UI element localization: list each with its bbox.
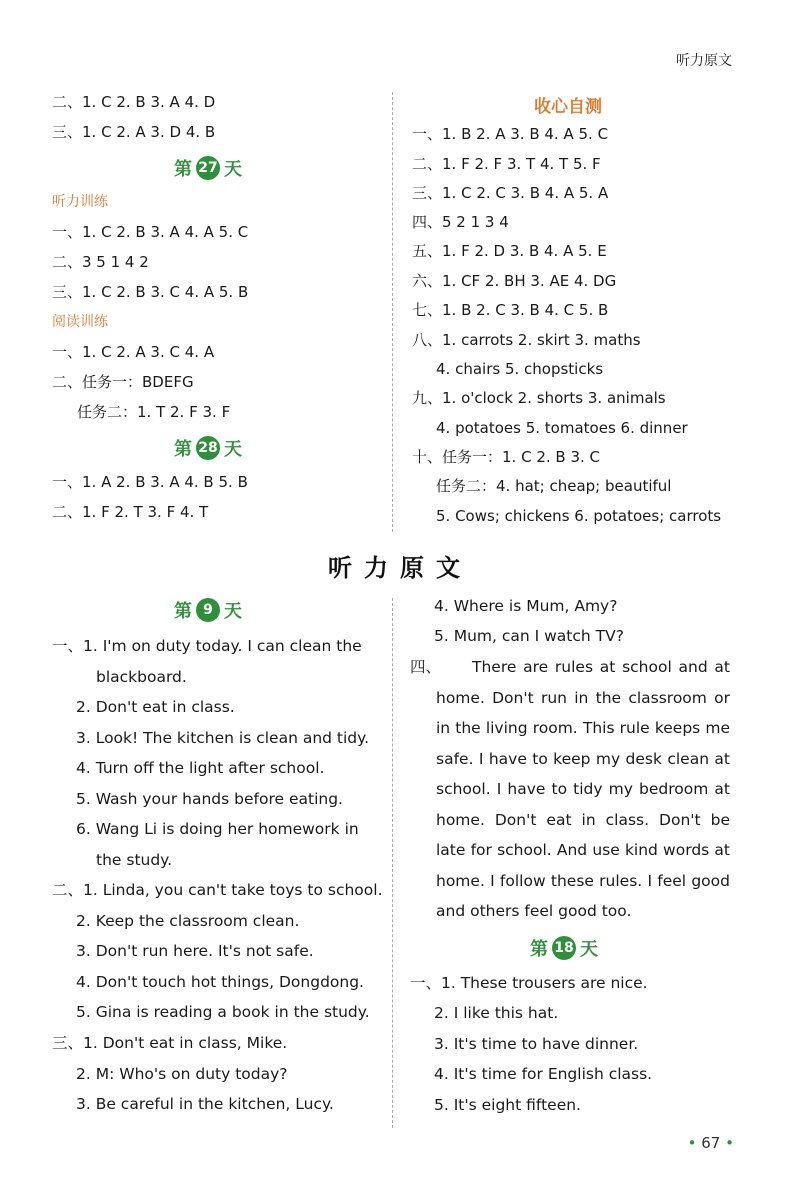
day-number-badge: 9	[196, 598, 220, 622]
answer-line: 二、1. F 2. F 3. T 4. T 5. F	[412, 155, 601, 173]
answer-line: 四、5 2 1 3 4	[412, 213, 509, 231]
answer-line: 三、1. C 2. A 3. D 4. B	[52, 123, 216, 141]
transcript-line: 二、1. Linda, you can't take toys to school.	[52, 881, 383, 899]
answer-line: 二、3 5 1 4 2	[52, 253, 149, 271]
transcript-line: 2. Don't eat in class.	[76, 698, 235, 716]
transcript-line: 6. Wang Li is doing her homework in	[76, 820, 359, 838]
day-heading-18: 第 18 天	[530, 935, 598, 961]
transcript-line: 4. Where is Mum, Amy?	[434, 597, 618, 615]
column-divider	[392, 598, 393, 1128]
section-heading-listening: 听力训练	[52, 194, 108, 210]
transcript-line: 4. Turn off the light after school.	[76, 759, 325, 777]
answer-line: 任务二：4. hat; cheap; beautiful	[436, 477, 672, 495]
answer-line: 七、1. B 2. C 3. B 4. C 5. B	[412, 301, 609, 319]
answer-line: 4. potatoes 5. tomatoes 6. dinner	[436, 419, 688, 437]
bullet-icon: •	[687, 1134, 697, 1152]
running-header: 听力原文	[676, 53, 732, 69]
transcript-line: 5. Gina is reading a book in the study.	[76, 1003, 370, 1021]
transcript-line: 4. It's time for English class.	[434, 1065, 653, 1083]
answer-line: 二、任务一：BDEFG	[52, 373, 194, 391]
page-number: • 67 •	[687, 1134, 734, 1152]
answer-line: 一、1. B 2. A 3. B 4. A 5. C	[412, 125, 609, 143]
transcript-line: 5. Wash your hands before eating.	[76, 790, 343, 808]
transcript-line: 3. Be careful in the kitchen, Lucy.	[76, 1095, 334, 1113]
transcript-line: blackboard.	[96, 668, 187, 686]
section-heading-reading: 阅读训练	[52, 314, 108, 330]
part-label: 四、	[410, 658, 442, 676]
transcript-line: 2. Keep the classroom clean.	[76, 912, 300, 930]
transcript-line: 3. Don't run here. It's not safe.	[76, 942, 314, 960]
transcript-line: 3. It's time to have dinner.	[434, 1035, 639, 1053]
answer-line: 4. chairs 5. chopsticks	[436, 360, 604, 378]
bullet-icon: •	[725, 1134, 734, 1152]
day-heading-27: 第 27 天	[174, 155, 242, 181]
answer-line: 任务二：1. T 2. F 3. F	[77, 403, 231, 421]
answer-line: 二、1. C 2. B 3. A 4. D	[52, 93, 216, 111]
transcript-line: 5. Mum, can I watch TV?	[434, 627, 624, 645]
answer-line: 三、1. C 2. C 3. B 4. A 5. A	[412, 184, 609, 202]
answer-line: 二、1. F 2. T 3. F 4. T	[52, 503, 209, 521]
answer-line: 八、1. carrots 2. skirt 3. maths	[412, 331, 641, 349]
answer-line: 5. Cows; chickens 6. potatoes; carrots	[436, 507, 722, 525]
transcript-line: 三、1. Don't eat in class, Mike.	[52, 1034, 288, 1052]
transcript-line: the study.	[96, 851, 173, 869]
answer-line: 五、1. F 2. D 3. B 4. A 5. E	[412, 242, 607, 260]
day-number-badge: 18	[552, 936, 576, 960]
answer-line: 一、1. C 2. B 3. A 4. A 5. C	[52, 223, 249, 241]
answer-line: 三、1. C 2. B 3. C 4. A 5. B	[52, 283, 249, 301]
transcript-line: 2. M: Who's on duty today?	[76, 1065, 288, 1083]
transcript-line: 一、1. These trousers are nice.	[410, 974, 648, 992]
transcript-line: 2. I like this hat.	[434, 1004, 559, 1022]
answer-line: 十、任务一：1. C 2. B 3. C	[412, 448, 601, 466]
transcript-paragraph: There are rules at school and at home. Don't run in the classroom or in the living room. This rule keeps me safe. I have to keep my desk clean at school. I have to tidy my bedroom at home. Don't eat in class. Don't be late for school. And use kind words at home. I follow these rules. I feel good and others feel good too.	[436, 658, 730, 920]
section-title: 听力原文	[328, 554, 472, 582]
transcript-line: 3. Look! The kitchen is clean and tidy.	[76, 729, 370, 747]
transcript-line: 4. Don't touch hot things, Dongdong.	[76, 973, 364, 991]
answer-line: 九、1. o'clock 2. shorts 3. animals	[412, 389, 666, 407]
transcript-line: 5. It's eight fifteen.	[434, 1096, 581, 1114]
day-number-badge: 27	[196, 156, 220, 180]
answer-line: 一、1. C 2. A 3. C 4. A	[52, 343, 215, 361]
day-number-badge: 28	[196, 436, 220, 460]
column-divider	[392, 92, 393, 532]
transcript-line: 一、1. I'm on duty today. I can clean the	[52, 637, 362, 655]
self-test-title: 收心自测	[534, 97, 602, 117]
answer-line: 六、1. CF 2. BH 3. AE 4. DG	[412, 272, 617, 290]
day-heading-9: 第 9 天	[174, 597, 242, 623]
answer-line: 一、1. A 2. B 3. A 4. B 5. B	[52, 473, 248, 491]
day-heading-28: 第 28 天	[174, 435, 242, 461]
